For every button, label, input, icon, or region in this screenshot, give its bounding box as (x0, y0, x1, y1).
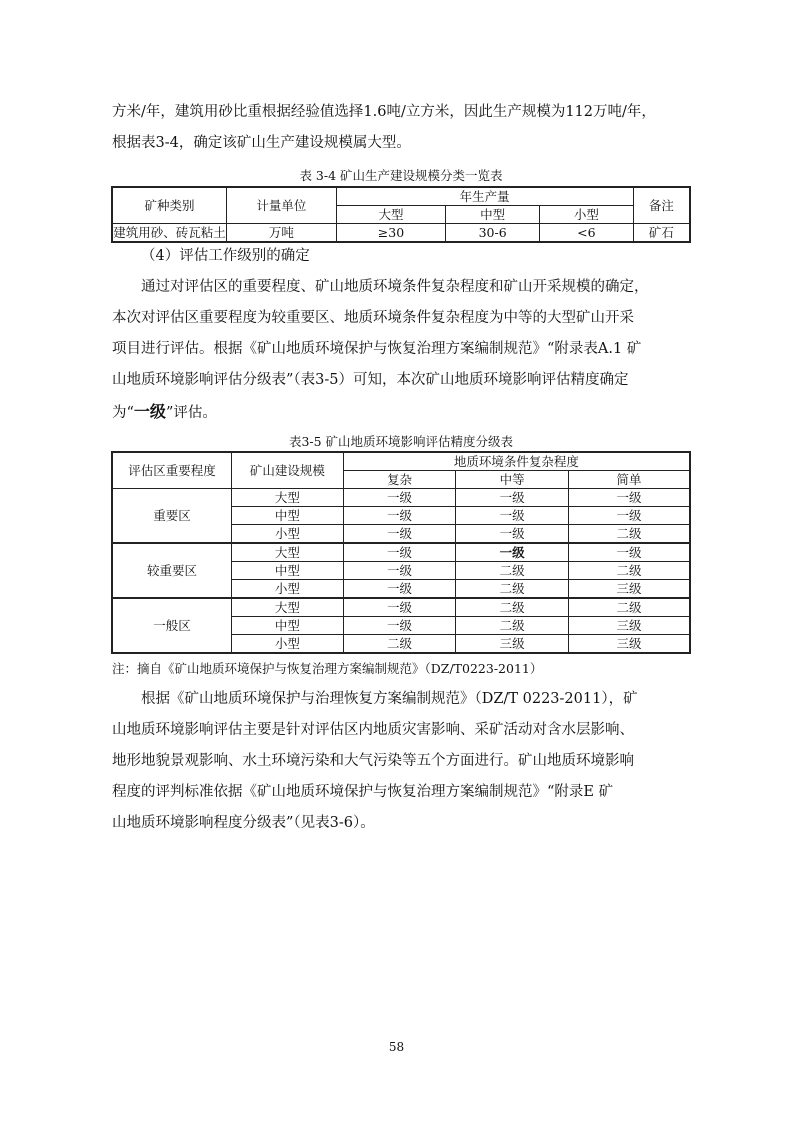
text-line: 本次对评估区重要程度为较重要区、地质环境条件复杂程度为中等的大型矿山开采 (112, 310, 634, 326)
cell-simple: 二级 (568, 598, 690, 617)
cell-simple: 三级 (568, 617, 690, 635)
cell-simple: 一级 (568, 543, 690, 562)
paragraph-3 (112, 684, 690, 839)
text-line: 方米/年，建筑用砂比重根据经验值选择1.6吨/立方米，因此生产规模为112万吨/年， (112, 104, 656, 120)
cell-medium: 三级 (456, 635, 569, 654)
cell-medium: 二级 (456, 580, 569, 599)
table-3-5-caption: 表3-5 矿山地质环境影响评估精度分级表 (288, 434, 514, 449)
table-3-5 (111, 451, 691, 654)
text-line: 山地质环境影响程度分级表”（见表3-6）。 (112, 815, 375, 831)
cell-medium: 二级 (456, 562, 569, 580)
text-line: 根据《矿山地质环境保护与治理恢复方案编制规范》（DZ/T 0223-2011），矿 (141, 691, 638, 707)
paragraph-2 (112, 272, 690, 427)
cell-complex: 一级 (343, 617, 456, 635)
table-row (112, 224, 690, 243)
header-mineral-type: 矿种类别 (112, 187, 227, 224)
group-name: 重要区 (112, 489, 232, 544)
header-medium: 中等 (456, 471, 569, 489)
cell-scale: 小型 (232, 580, 344, 599)
cell-complex: 一级 (343, 598, 456, 617)
cell-medium: 一级 (456, 489, 569, 507)
text-line: 山地质环境影响评估分级表”（表3-5）可知，本次矿山地质环境影响评估精度确定 (112, 372, 629, 388)
header-unit: 计量单位 (227, 187, 337, 224)
text-line: 根据表3-4，确定该矿山生产建设规模属大型。 (112, 135, 411, 151)
table-3-4-caption: 表 3-4 矿山生产建设规模分类一览表 (299, 168, 503, 183)
header-small: 小型 (539, 206, 633, 224)
cell-scale: 小型 (232, 635, 344, 654)
cell-complex: 二级 (343, 635, 456, 654)
header-importance: 评估区重要程度 (112, 452, 232, 489)
table-row (112, 489, 690, 507)
header-medium: 中型 (446, 206, 540, 224)
cell-medium: 30-6 (446, 224, 540, 243)
cell-scale: 中型 (232, 562, 344, 580)
heading-text: （4）评估工作级别的确定 (141, 248, 310, 264)
text-line: 山地质环境影响评估主要是针对评估区内地质灾害影响、采矿活动对含水层影响、 (112, 722, 634, 738)
group-name: 较重要区 (112, 543, 232, 598)
cell-complex: 一级 (343, 580, 456, 599)
header-complex: 复杂 (343, 471, 456, 489)
cell-remark: 矿石 (633, 224, 690, 243)
header-scale: 矿山建设规模 (232, 452, 344, 489)
cell-complex: 一级 (343, 525, 456, 544)
cell-scale: 大型 (232, 543, 344, 562)
cell-simple: 三级 (568, 580, 690, 599)
text-line (112, 396, 690, 427)
page-number: 58 (388, 1040, 405, 1054)
cell-simple: 一级 (568, 489, 690, 507)
cell-medium: 二级 (456, 617, 569, 635)
text-span: ”评估。 (165, 405, 217, 421)
cell-large: ≥30 (336, 224, 446, 243)
section-heading (112, 241, 690, 272)
cell-simple: 三级 (568, 635, 690, 654)
cell-scale: 大型 (232, 598, 344, 617)
group-name: 一般区 (112, 598, 232, 653)
header-large: 大型 (336, 206, 446, 224)
cell-simple: 二级 (568, 525, 690, 544)
header-annual-output: 年生产量 (336, 187, 633, 206)
text-span: 为“ (112, 405, 134, 421)
text-line: 程度的评判标准依据《矿山地质环境保护与恢复治理方案编制规范》“附录E 矿 (112, 784, 614, 800)
text-line: 通过对评估区的重要程度、矿山地质环境条件复杂程度和矿山开采规模的确定， (141, 279, 649, 295)
table-row (112, 598, 690, 617)
cell-complex: 一级 (343, 543, 456, 562)
cell-complex: 一级 (343, 562, 456, 580)
cell-scale: 中型 (232, 507, 344, 525)
cell-simple: 二级 (568, 562, 690, 580)
cell-small: <6 (539, 224, 633, 243)
cell-unit: 万吨 (227, 224, 337, 243)
cell-scale: 大型 (232, 489, 344, 507)
cell-complex: 一级 (343, 507, 456, 525)
text-line: 地形地貌景观影响、水土环境污染和大气污染等五个方面进行。矿山地质环境影响 (112, 753, 634, 769)
text-line: 项目进行评估。根据《矿山地质环境保护与恢复治理方案编制规范》“附录表A.1 矿 (112, 341, 642, 357)
header-remark: 备注 (633, 187, 690, 224)
cell-medium: 一级 (456, 525, 569, 544)
table-note: 注：摘自《矿山地质环境保护与恢复治理方案编制规范》（DZ/T0223-2011） (112, 661, 543, 676)
cell-scale: 小型 (232, 525, 344, 544)
header-complexity: 地质环境条件复杂程度 (343, 452, 690, 471)
cell-simple: 一级 (568, 507, 690, 525)
emphasis-level: 一级 (133, 402, 166, 421)
header-simple: 简单 (568, 471, 690, 489)
cell-medium: 一级 (456, 507, 569, 525)
paragraph-1 (112, 97, 690, 159)
cell-mineral: 建筑用砂、砖瓦粘土 (113, 225, 226, 240)
cell-medium-highlighted: 一级 (456, 543, 569, 562)
cell-complex: 一级 (343, 489, 456, 507)
table-row (112, 543, 690, 562)
table-3-4 (111, 186, 691, 243)
cell-medium: 二级 (456, 598, 569, 617)
cell-scale: 中型 (232, 617, 344, 635)
